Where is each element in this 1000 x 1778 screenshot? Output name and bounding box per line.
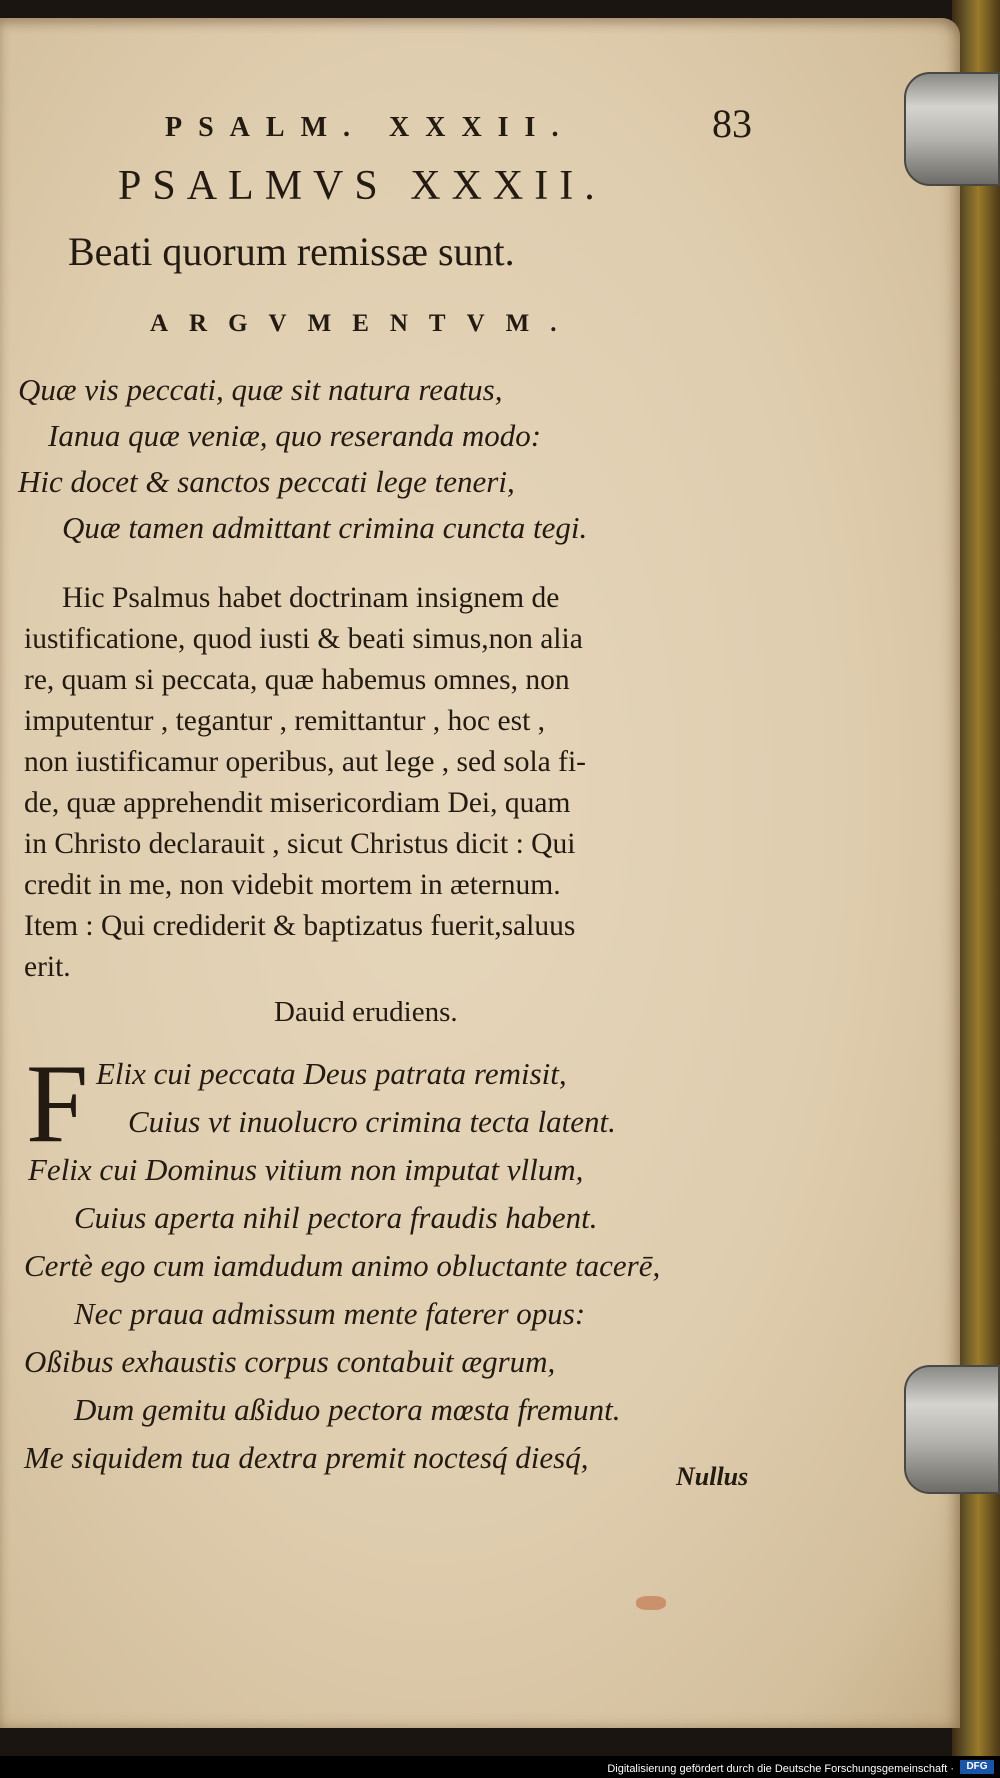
poem-line: Cuius aperta nihil pectora fraudis habent. — [74, 1200, 598, 1235]
page-clip-top — [904, 72, 1000, 186]
poem-line: Certè ego cum iamdudum animo obluctante tacerē, — [24, 1248, 661, 1283]
poem-line: Dum gemitu aßiduo pectora mœsta fremunt. — [74, 1392, 621, 1427]
poem-line: Felix cui Dominus vitium non imputat vllum, — [28, 1152, 584, 1187]
prose-line: imputentur , tegantur , remittantur , hoc est , — [24, 705, 546, 737]
prose-line: non iustificamur operibus, aut lege , sed sola fi- — [24, 746, 586, 778]
prose-line: credit in me, non videbit mortem in æternum. — [24, 869, 561, 901]
prose-line: erit. — [24, 951, 71, 983]
prose-line: Hic Psalmus habet doctrinam insignem de — [62, 582, 560, 614]
poem-line: Nec praua admissum mente faterer opus: — [74, 1296, 586, 1331]
prose-line: de, quæ apprehendit misericordiam Dei, quam — [24, 787, 571, 819]
ink-stain — [636, 1596, 666, 1610]
argument-verse: Hic docet & sanctos peccati lege teneri, — [18, 464, 515, 499]
prose-line: iustificatione, quod iusti & beati simus,non alia — [24, 623, 583, 655]
prose-line: Item : Qui crediderit & baptizatus fuerit,saluus — [24, 910, 576, 942]
argument-verse: Quæ tamen admittant crimina cuncta tegi. — [62, 510, 588, 545]
page-clip-bottom — [904, 1365, 1000, 1494]
page-number: 83 — [712, 101, 752, 146]
poem-line: Me siquidem tua dextra premit noctesq́ diesq́, — [24, 1440, 589, 1475]
drop-initial: F — [26, 1042, 89, 1166]
psalm-title: PSALMVS XXXII. — [118, 163, 606, 209]
footer-credit: Digitalisierung gefördert durch die Deutsche Forschungsgemeinschaft · — [607, 1763, 954, 1775]
argument-heading: ARGVMENTVM. — [150, 310, 578, 337]
prose-line: re, quam si peccata, quæ habemus omnes, non — [24, 664, 570, 696]
poem-line: Cuius vt inuolucro crimina tecta latent. — [128, 1104, 616, 1139]
argument-verse: Ianua quæ veniæ, quo reseranda modo: — [48, 418, 542, 453]
poem-line: Elix cui peccata Deus patrata remisit, — [96, 1056, 567, 1091]
section-heading: Dauid erudiens. — [274, 996, 458, 1028]
poem-line: Oßibus exhaustis corpus contabuit ægrum, — [24, 1344, 556, 1379]
running-head: PSALM. XXXII. — [165, 112, 575, 143]
argument-verse: Quæ vis peccati, quæ sit natura reatus, — [18, 372, 503, 407]
psalm-incipit: Beati quorum remissæ sunt. — [68, 229, 515, 274]
prose-line: in Christo declarauit , sicut Christus dicit : Qui — [24, 828, 576, 860]
catchword: Nullus — [676, 1462, 749, 1491]
dfg-logo: DFG — [960, 1760, 994, 1774]
